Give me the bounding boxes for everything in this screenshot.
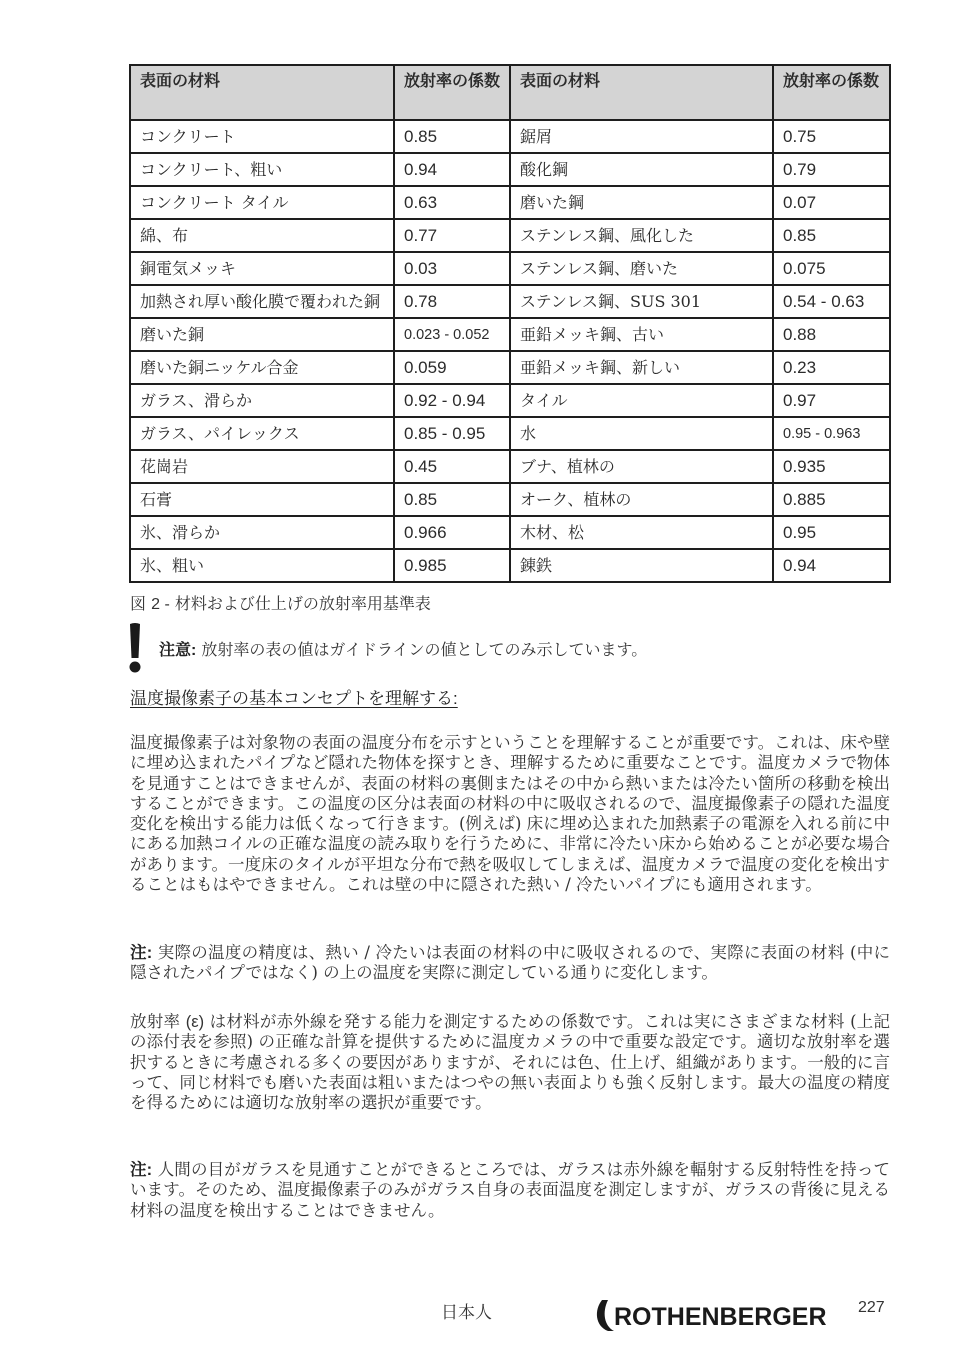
paragraph-note-label: 注: [130,1161,153,1179]
material-name-cell: タイル [510,384,773,417]
paragraph-note-label: 注: [130,944,153,962]
material-name-cell: 氷、滑らか [130,516,394,549]
emissivity-value-cell: 0.97 [773,384,890,417]
emissivity-value-cell: 0.23 [773,351,890,384]
emissivity-value-cell: 0.94 [773,549,890,582]
note [159,637,647,660]
material-name-cell: 綿、布 [130,219,394,252]
material-name-cell: 石膏 [130,483,394,516]
material-name-cell: 亜鉛メッキ鋼、新しい [510,351,773,384]
table-row [130,318,890,351]
section-heading: 温度撮像素子の基本コンセプトを理解する: [130,689,458,708]
material-name-cell: ガラス、パイレックス [130,417,394,450]
table-row [130,219,890,252]
material-name-cell: ステンレス鋼、磨いた [510,252,773,285]
emissivity-value-cell: 0.78 [394,285,510,318]
table-row [130,120,890,153]
table-row [130,252,890,285]
material-name-cell: 加熱され厚い酸化膜で覆われた銅 [130,285,394,318]
emissivity-value-cell: 0.77 [394,219,510,252]
header-surface-material: 表面の材料 [130,65,394,120]
paragraph-accuracy-note [130,943,890,984]
material-name-cell: 鋸屑 [510,120,773,153]
note-label: 注意: [159,642,197,659]
material-name-cell: 磨いた鋼 [510,186,773,219]
emissivity-table [129,64,891,583]
caption-prefix: 図 [130,594,152,613]
material-name-cell: 磨いた銅 [130,318,394,351]
footer-language: 日本人 [441,1303,492,1323]
paragraph-glass-note [130,1160,890,1221]
emissivity-value-cell: 0.85 - 0.95 [394,417,510,450]
material-name-cell: ガラス、滑らか [130,384,394,417]
header-emissivity: 放射率の係数 [394,65,510,120]
emissivity-value-cell: 0.935 [773,450,890,483]
table-row [130,186,890,219]
table-row [130,516,890,549]
emissivity-value-cell: 0.54 - 0.63 [773,285,890,318]
emissivity-value-cell: 0.985 [394,549,510,582]
material-name-cell: 錬鉄 [510,549,773,582]
header-emissivity: 放射率の係数 [773,65,890,120]
table-row [130,285,890,318]
paragraph-note-text: 実際の温度の精度は、熱い / 冷たいは表面の材料の中に吸収されるので、実際に表面の材料 (中に隠されたパイプではなく) の上の温度を実際に測定している通りに変化します。 [130,943,890,983]
emissivity-value-cell: 0.85 [394,120,510,153]
emissivity-value-cell: 0.79 [773,153,890,186]
table-row [130,153,890,186]
emissivity-value-cell: 0.03 [394,252,510,285]
emissivity-value-cell: 0.63 [394,186,510,219]
emissivity-value-cell: 0.95 - 0.963 [773,417,890,450]
caption-text: 材料および仕上げの放射率用基準表 [169,594,431,613]
emissivity-text-a: 放射率 [130,1012,186,1031]
material-name-cell: 酸化鋼 [510,153,773,186]
emissivity-value-cell: 0.885 [773,483,890,516]
paragraph-thermal-basics: 温度撮像素子は対象物の表面の温度分布を示すということを理解することが重要です。これは、床や壁に埋め込まれたパイプなど隠れた物体を探すとき、理解するために重要なことです。温度カメラで物体を見通すことはできませんが、表面の材料の裏側またはその中から熱いまたは冷たい箇所の移動を検出することができます。この温度の区分は表面の材料の中に吸収されるので、温度撮像素子の隠れた温度変化を検出する能力は低くなって行きます。(例えば) 床に埋め込まれた加熱素子の電源を入れる前に中にある加熱コイルの正確な温度の読み取りを行うために、非常に冷たい床から始めることが必要な場合があります。一度床のタイルが平坦な分布で熱を吸収してしまえば、温度カメラで温度の変化を検出することはもはやできません。これは壁の中に隠された熱い / 冷たいパイプにも適用されます。 [130,733,890,895]
material-name-cell: ブナ、植林の [510,450,773,483]
material-name-cell: 亜鉛メッキ鋼、古い [510,318,773,351]
material-name-cell: コンクリート、粗い [130,153,394,186]
table-row [130,483,890,516]
table-row [130,384,890,417]
emissivity-value-cell: 0.07 [773,186,890,219]
logo-text: ROTHENBERGER [614,1303,827,1331]
emissivity-value-cell: 0.88 [773,318,890,351]
paragraph-emissivity [130,1012,890,1113]
material-name-cell: コンクリート タイル [130,186,394,219]
material-name-cell: 木材、松 [510,516,773,549]
emissivity-value-cell: 0.075 [773,252,890,285]
caption-number: 2 - [151,596,170,613]
table-row [130,450,890,483]
material-name-cell: ステンレス鋼、SUS 301 [510,285,773,318]
material-name-cell: 水 [510,417,773,450]
material-name-cell: 銅電気メッキ [130,252,394,285]
material-name-cell: オーク、植林の [510,483,773,516]
rothenberger-logo [592,1296,837,1336]
material-name-cell: 氷、粗い [130,549,394,582]
emissivity-value-cell: 0.75 [773,120,890,153]
emissivity-text-b: は材料が赤外線を発する能力を測定するための係数です。これは実にさまざまな材料 (上記の添付表を参照) の正確な計算を提供するために温度カメラの中で重要な設定です。適切な放射率を選択するときに考慮される多くの要因がありますが、それには色、仕上げ、組織があります。一般的に言って、同じ材料でも磨いた表面は粗いまたはつやの無い表面よりも強く反射します。最大の温度の精度を得るためには適切な放射率の選択が重要です。 [130,1012,891,1113]
paragraph-note-text: 人間の目がガラスを見通すことができるところでは、ガラスは赤外線を輻射する反射特性を持っています。そのため、温度撮像素子のみがガラス自身の表面温度を測定しますが、ガラスの背後に見える材料の温度を検出することはできません。 [130,1160,890,1220]
emissivity-value-cell: 0.95 [773,516,890,549]
note-text: 放射率の表の値はガイドラインの値としてのみ示しています。 [196,640,648,659]
emissivity-value-cell: 0.85 [394,483,510,516]
material-name-cell: コンクリート [130,120,394,153]
material-name-cell: 花崗岩 [130,450,394,483]
emissivity-value-cell: 0.059 [394,351,510,384]
emissivity-value-cell: 0.94 [394,153,510,186]
emissivity-value-cell: 0.92 - 0.94 [394,384,510,417]
table-header-row [130,65,890,120]
page-number: 227 [858,1299,885,1316]
table-row [130,351,890,384]
table-caption [130,591,431,614]
table-body [130,120,890,582]
emissivity-value-cell: 0.45 [394,450,510,483]
material-name-cell: ステンレス鋼、風化した [510,219,773,252]
emissivity-value-cell: 0.85 [773,219,890,252]
table-row [130,417,890,450]
emissivity-value-cell: 0.023 - 0.052 [394,318,510,351]
emissivity-symbol: (ε) [185,1013,205,1031]
header-surface-material: 表面の材料 [510,65,773,120]
emissivity-value-cell: 0.966 [394,516,510,549]
exclamation-icon [127,622,143,674]
table-row [130,549,890,582]
material-name-cell: 磨いた銅ニッケル合金 [130,351,394,384]
